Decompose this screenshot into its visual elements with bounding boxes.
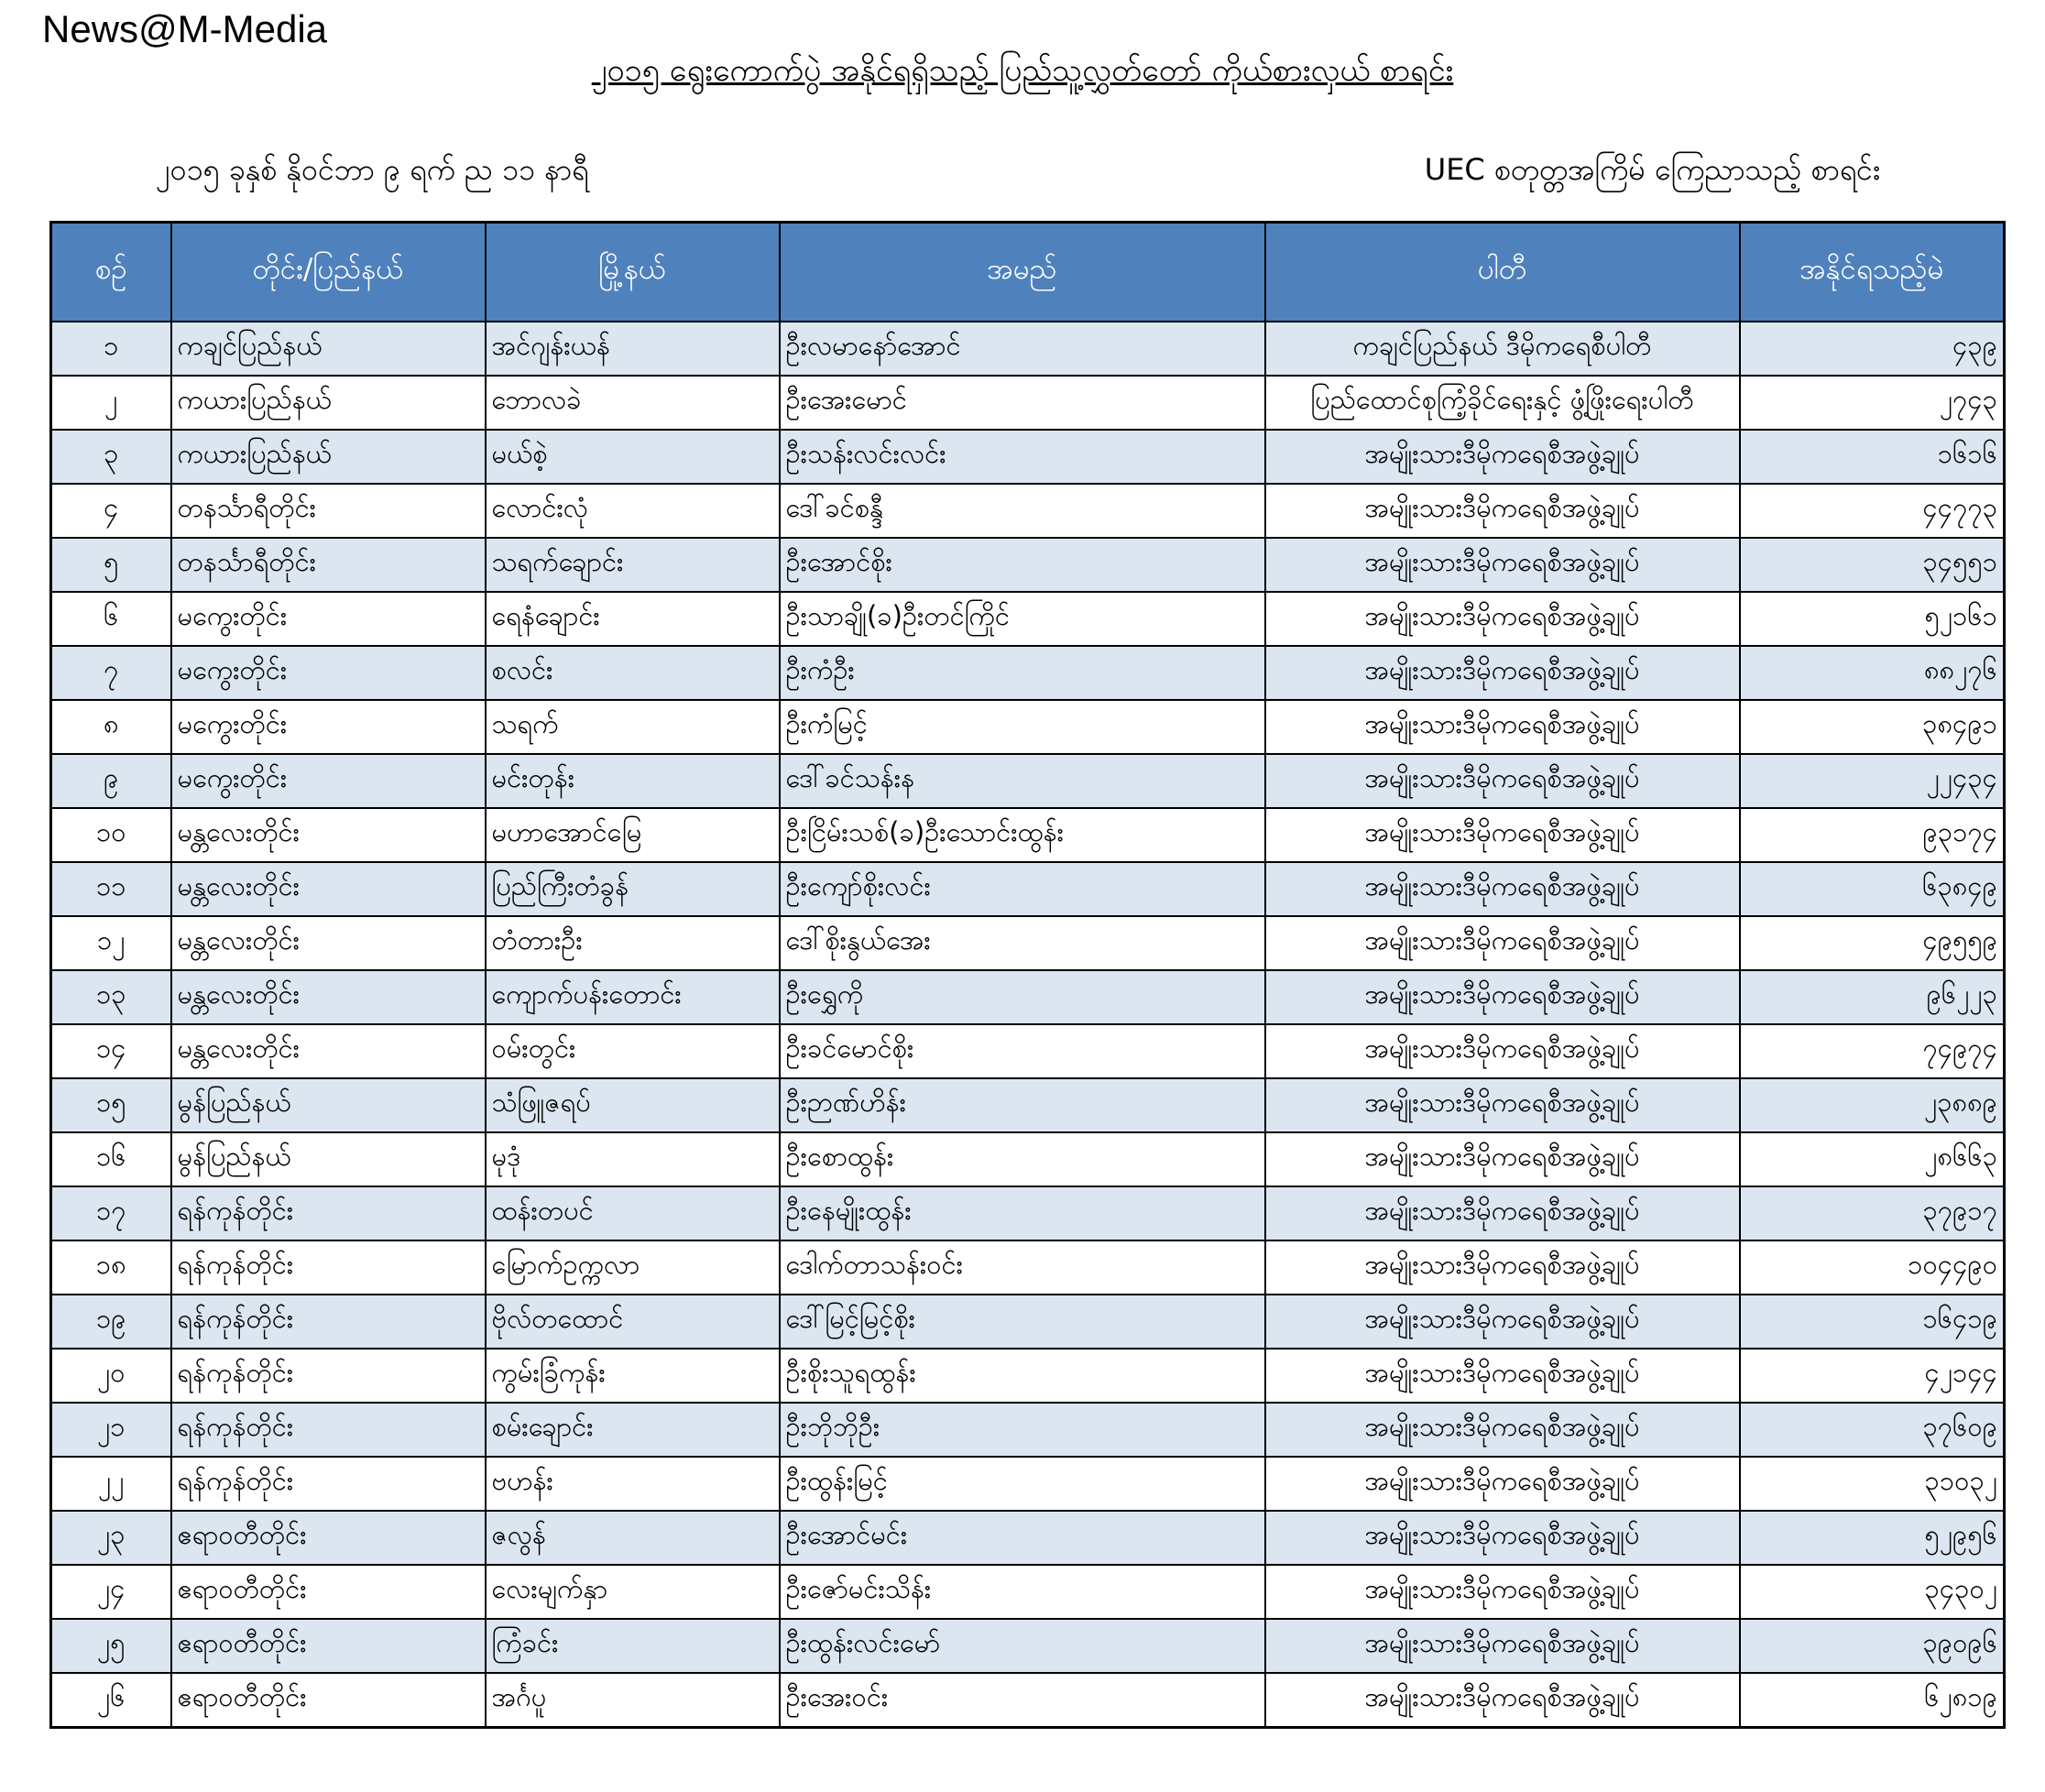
cell-serial: ၂၁ — [51, 1403, 171, 1457]
cell-name: ဦးရွှေကို — [780, 970, 1265, 1024]
cell-votes: ၄၃၉ — [1740, 322, 2005, 376]
cell-party: အမျိုးသားဒီမိုကရေစီအဖွဲ့ချုပ် — [1265, 1240, 1740, 1295]
header-votes: အနိုင်ရသည့်မဲ — [1740, 223, 2005, 322]
cell-region: မွန်ပြည်နယ် — [171, 1132, 486, 1186]
cell-region: မန္တလေးတိုင်း — [171, 970, 486, 1024]
table-header-row — [51, 223, 2005, 322]
cell-region: ရန်ကုန်တိုင်း — [171, 1457, 486, 1511]
cell-township: မယ်စဲ့ — [486, 430, 780, 484]
table-row — [51, 1403, 2005, 1457]
cell-serial: ၁၅ — [51, 1078, 171, 1132]
cell-township: စမ်းချောင်း — [486, 1403, 780, 1457]
cell-votes: ၄၉၅၅၉ — [1740, 916, 2005, 970]
cell-serial: ၈ — [51, 700, 171, 754]
cell-name: ဦးဇော်မင်းသိန်း — [780, 1565, 1265, 1619]
table-row — [51, 1186, 2005, 1240]
table-row — [51, 970, 2005, 1024]
cell-party: အမျိုးသားဒီမိုကရေစီအဖွဲ့ချုပ် — [1265, 1619, 1740, 1673]
table-row — [51, 538, 2005, 592]
cell-votes: ၃၈၄၉၁ — [1740, 700, 2005, 754]
cell-name: ဦးအေးဝင်း — [780, 1673, 1265, 1728]
table-row — [51, 1295, 2005, 1349]
cell-township: ကြံခင်း — [486, 1619, 780, 1673]
cell-region: ရန်ကုန်တိုင်း — [171, 1295, 486, 1349]
table-row — [51, 484, 2005, 538]
cell-serial: ၁ — [51, 322, 171, 376]
header-name: အမည် — [780, 223, 1265, 322]
cell-township: စလင်း — [486, 646, 780, 700]
cell-votes: ၃၁၀၃၂ — [1740, 1457, 2005, 1511]
cell-serial: ၂၂ — [51, 1457, 171, 1511]
cell-region: မကွေးတိုင်း — [171, 754, 486, 808]
cell-region: ဧရာဝတီတိုင်း — [171, 1565, 486, 1619]
cell-township: ဗိုလ်တထောင် — [486, 1295, 780, 1349]
cell-township: ရေနံချောင်း — [486, 592, 780, 646]
cell-votes: ၂၈၆၆၃ — [1740, 1132, 2005, 1186]
cell-township: မြောက်ဥက္ကလာ — [486, 1240, 780, 1295]
cell-region: ဧရာဝတီတိုင်း — [171, 1673, 486, 1728]
cell-region: မကွေးတိုင်း — [171, 646, 486, 700]
cell-party: အမျိုးသားဒီမိုကရေစီအဖွဲ့ချုပ် — [1265, 646, 1740, 700]
cell-serial: ၁၄ — [51, 1024, 171, 1078]
cell-township: ကျောက်ပန်းတောင်း — [486, 970, 780, 1024]
cell-township: ထန်းတပင် — [486, 1186, 780, 1240]
cell-township: လေးမျက်နှာ — [486, 1565, 780, 1619]
cell-party: အမျိုးသားဒီမိုကရေစီအဖွဲ့ချုပ် — [1265, 538, 1740, 592]
cell-party: အမျိုးသားဒီမိုကရေစီအဖွဲ့ချုပ် — [1265, 1511, 1740, 1565]
cell-name: ဦးဘိုဘိုဦး — [780, 1403, 1265, 1457]
cell-serial: ၄ — [51, 484, 171, 538]
cell-region: ဧရာဝတီတိုင်း — [171, 1619, 486, 1673]
cell-votes: ၃၇၆၀၉ — [1740, 1403, 2005, 1457]
cell-township: ဝမ်းတွင်း — [486, 1024, 780, 1078]
table-row — [51, 1511, 2005, 1565]
cell-party: အမျိုးသားဒီမိုကရေစီအဖွဲ့ချုပ် — [1265, 700, 1740, 754]
cell-township: တံတားဦး — [486, 916, 780, 970]
cell-region: မန္တလေးတိုင်း — [171, 916, 486, 970]
table-row — [51, 1619, 2005, 1673]
table-row — [51, 700, 2005, 754]
cell-township: မဟာအောင်မြေ — [486, 808, 780, 862]
cell-name: ဦးခင်မောင်စိုး — [780, 1024, 1265, 1078]
cell-name: ဦးထွန်းမြင့် — [780, 1457, 1265, 1511]
table-row — [51, 646, 2005, 700]
cell-township: လောင်းလုံ — [486, 484, 780, 538]
cell-region: ကယားပြည်နယ် — [171, 376, 486, 430]
cell-township: ပြည်ကြီးတံခွန် — [486, 862, 780, 916]
table-row — [51, 592, 2005, 646]
cell-township: ဇလွန် — [486, 1511, 780, 1565]
table-row — [51, 430, 2005, 484]
cell-township: ဗဟန်း — [486, 1457, 780, 1511]
cell-region: တနင်္သာရီတိုင်း — [171, 484, 486, 538]
cell-votes: ၃၄၃၀၂ — [1740, 1565, 2005, 1619]
cell-region: ကချင်ပြည်နယ် — [171, 322, 486, 376]
cell-name: ဦးသန်းလင်းလင်း — [780, 430, 1265, 484]
cell-votes: ၆၃၈၄၉ — [1740, 862, 2005, 916]
cell-name: ဦးသာချို(ခ)ဦးတင်ကြိုင် — [780, 592, 1265, 646]
header-township: မြို့နယ် — [486, 223, 780, 322]
cell-party: အမျိုးသားဒီမိုကရေစီအဖွဲ့ချုပ် — [1265, 1132, 1740, 1186]
cell-name: ဒေါ်မြင့်မြင့်စိုး — [780, 1295, 1265, 1349]
cell-party: အမျိုးသားဒီမိုကရေစီအဖွဲ့ချုပ် — [1265, 1078, 1740, 1132]
cell-name: ဦးအောင်စိုး — [780, 538, 1265, 592]
cell-party: အမျိုးသားဒီမိုကရေစီအဖွဲ့ချုပ် — [1265, 754, 1740, 808]
table-row — [51, 1565, 2005, 1619]
cell-party: အမျိုးသားဒီမိုကရေစီအဖွဲ့ချုပ် — [1265, 862, 1740, 916]
table-row — [51, 1349, 2005, 1403]
page-title: ၂၀၁၅ ရွေးကောက်ပွဲ အနိုင်ရရှိသည့် ပြည်သူ့လွှတ်တော် ကိုယ်စားလှယ် စာရင်း — [591, 52, 1454, 89]
table-row — [51, 1240, 2005, 1295]
cell-party: အမျိုးသားဒီမိုကရေစီအဖွဲ့ချုပ် — [1265, 1024, 1740, 1078]
cell-region: မန္တလေးတိုင်း — [171, 862, 486, 916]
table-row — [51, 862, 2005, 916]
cell-votes: ၃၇၉၁၇ — [1740, 1186, 2005, 1240]
table-body — [51, 322, 2005, 1728]
cell-region: ရန်ကုန်တိုင်း — [171, 1240, 486, 1295]
cell-name: ဦးနေမျိုးထွန်း — [780, 1186, 1265, 1240]
cell-votes: ၃၉၀၉၆ — [1740, 1619, 2005, 1673]
cell-votes: ၄၄၇၇၃ — [1740, 484, 2005, 538]
cell-serial: ၅ — [51, 538, 171, 592]
table-row — [51, 1132, 2005, 1186]
cell-township: မင်းတုန်း — [486, 754, 780, 808]
cell-name: ဦးငြိမ်းသစ်(ခ)ဦးသောင်းထွန်း — [780, 808, 1265, 862]
cell-votes: ၆၂၈၁၉ — [1740, 1673, 2005, 1728]
cell-serial: ၂၄ — [51, 1565, 171, 1619]
cell-name: ဒေါ်စိုးနွယ်အေး — [780, 916, 1265, 970]
cell-serial: ၂၆ — [51, 1673, 171, 1728]
cell-name: ဦးလမာနော်အောင် — [780, 322, 1265, 376]
cell-name: ဦးစိုးသူရထွန်း — [780, 1349, 1265, 1403]
cell-party: အမျိုးသားဒီမိုကရေစီအဖွဲ့ချုပ် — [1265, 1673, 1740, 1728]
cell-votes: ၈၈၂၇၆ — [1740, 646, 2005, 700]
cell-party: အမျိုးသားဒီမိုကရေစီအဖွဲ့ချုပ် — [1265, 808, 1740, 862]
cell-township: ဘောလခဲ — [486, 376, 780, 430]
cell-votes: ၁၀၄၄၉၀ — [1740, 1240, 2005, 1295]
cell-votes: ၅၂၉၅၆ — [1740, 1511, 2005, 1565]
table-row — [51, 1673, 2005, 1728]
table-row — [51, 1024, 2005, 1078]
cell-votes: ၁၆၄၁၉ — [1740, 1295, 2005, 1349]
cell-serial: ၁၀ — [51, 808, 171, 862]
cell-name: ဦးကံဦး — [780, 646, 1265, 700]
cell-region: တနင်္သာရီတိုင်း — [171, 538, 486, 592]
table-row — [51, 1457, 2005, 1511]
table-row — [51, 916, 2005, 970]
cell-name: ဦးဉာဏ်ဟိန်း — [780, 1078, 1265, 1132]
cell-township: သံဖြူဇရပ် — [486, 1078, 780, 1132]
table-row — [51, 322, 2005, 376]
cell-region: ရန်ကုန်တိုင်း — [171, 1186, 486, 1240]
table-row — [51, 808, 2005, 862]
cell-name: ဦးအေးမောင် — [780, 376, 1265, 430]
cell-name: ဦးစောထွန်း — [780, 1132, 1265, 1186]
table-row — [51, 376, 2005, 430]
cell-party: အမျိုးသားဒီမိုကရေစီအဖွဲ့ချုပ် — [1265, 1403, 1740, 1457]
cell-party: အမျိုးသားဒီမိုကရေစီအဖွဲ့ချုပ် — [1265, 1295, 1740, 1349]
cell-party: အမျိုးသားဒီမိုကရေစီအဖွဲ့ချုပ် — [1265, 1457, 1740, 1511]
cell-votes: ၂၇၄၃ — [1740, 376, 2005, 430]
cell-name: ဒေါ်ခင်စန္ဒီ — [780, 484, 1265, 538]
cell-region: ကယားပြည်နယ် — [171, 430, 486, 484]
cell-serial: ၁၆ — [51, 1132, 171, 1186]
table-row — [51, 754, 2005, 808]
cell-serial: ၉ — [51, 754, 171, 808]
cell-party: ပြည်ထောင်စုကြံ့ခိုင်ရေးနှင့် ဖွံ့ဖြိုးရေးပါတီ — [1265, 376, 1740, 430]
cell-name: ဒေါက်တာသန်းဝင်း — [780, 1240, 1265, 1295]
cell-party: အမျိုးသားဒီမိုကရေစီအဖွဲ့ချုပ် — [1265, 1186, 1740, 1240]
header-region: တိုင်း/ပြည်နယ် — [171, 223, 486, 322]
cell-serial: ၂၃ — [51, 1511, 171, 1565]
cell-region: ရန်ကုန်တိုင်း — [171, 1349, 486, 1403]
brand-label: News@M-Media — [42, 7, 328, 50]
cell-votes: ၉၆၂၂၃ — [1740, 970, 2005, 1024]
cell-name: ဦးထွန်းလင်းမော် — [780, 1619, 1265, 1673]
cell-serial: ၁၂ — [51, 916, 171, 970]
cell-region: ဧရာဝတီတိုင်း — [171, 1511, 486, 1565]
cell-party: အမျိုးသားဒီမိုကရေစီအဖွဲ့ချုပ် — [1265, 1565, 1740, 1619]
cell-township: ကွမ်းခြံကုန်း — [486, 1349, 780, 1403]
report-date: ၂၀၁၅ ခုနှစ် နိုဝင်ဘာ ၉ ရက် ည ၁၁ နာရီ — [156, 152, 589, 187]
cell-serial: ၂၀ — [51, 1349, 171, 1403]
header-serial: စဉ် — [51, 223, 171, 322]
cell-region: မွန်ပြည်နယ် — [171, 1078, 486, 1132]
cell-region: မန္တလေးတိုင်း — [171, 808, 486, 862]
cell-region: မန္တလေးတိုင်း — [171, 1024, 486, 1078]
cell-party: အမျိုးသားဒီမိုကရေစီအဖွဲ့ချုပ် — [1265, 592, 1740, 646]
cell-votes: ၇၄၉၇၄ — [1740, 1024, 2005, 1078]
cell-votes: ၂၂၄၃၄ — [1740, 754, 2005, 808]
cell-votes: ၅၂၁၆၁ — [1740, 592, 2005, 646]
cell-township: အင်ဂျန်းယန် — [486, 322, 780, 376]
cell-serial: ၂ — [51, 376, 171, 430]
cell-name: ဦးအောင်မင်း — [780, 1511, 1265, 1565]
cell-party: အမျိုးသားဒီမိုကရေစီအဖွဲ့ချုပ် — [1265, 970, 1740, 1024]
cell-township: အင်္ဂပူ — [486, 1673, 780, 1728]
cell-township: သရက် — [486, 700, 780, 754]
cell-serial: ၁၁ — [51, 862, 171, 916]
cell-votes: ၄၂၁၄၄ — [1740, 1349, 2005, 1403]
cell-party: အမျိုးသားဒီမိုကရေစီအဖွဲ့ချုပ် — [1265, 916, 1740, 970]
cell-party: ကချင်ပြည်နယ် ဒီမိုကရေစီပါတီ — [1265, 322, 1740, 376]
cell-votes: ၂၃၈၈၉ — [1740, 1078, 2005, 1132]
cell-votes: ၁၆၁၆ — [1740, 430, 2005, 484]
cell-name: ဦးကံမြင့် — [780, 700, 1265, 754]
cell-serial: ၇ — [51, 646, 171, 700]
table-row — [51, 1078, 2005, 1132]
cell-votes: ၉၃၁၇၄ — [1740, 808, 2005, 862]
cell-township: သရက်ချောင်း — [486, 538, 780, 592]
cell-serial: ၃ — [51, 430, 171, 484]
cell-serial: ၁၈ — [51, 1240, 171, 1295]
cell-serial: ၆ — [51, 592, 171, 646]
cell-party: အမျိုးသားဒီမိုကရေစီအဖွဲ့ချုပ် — [1265, 1349, 1740, 1403]
cell-township: မုဒုံ — [486, 1132, 780, 1186]
results-table — [49, 221, 2006, 1729]
cell-serial: ၂၅ — [51, 1619, 171, 1673]
cell-name: ဒေါ်ခင်သန်းန — [780, 754, 1265, 808]
cell-name: ဦးကျော်စိုးလင်း — [780, 862, 1265, 916]
cell-region: မကွေးတိုင်း — [171, 700, 486, 754]
header-party: ပါတီ — [1265, 223, 1740, 322]
cell-region: မကွေးတိုင်း — [171, 592, 486, 646]
report-source: UEC စတုတ္တအကြိမ် ကြေညာသည့် စာရင်း — [1424, 152, 1880, 187]
cell-region: ရန်ကုန်တိုင်း — [171, 1403, 486, 1457]
cell-serial: ၁၇ — [51, 1186, 171, 1240]
cell-party: အမျိုးသားဒီမိုကရေစီအဖွဲ့ချုပ် — [1265, 484, 1740, 538]
cell-serial: ၁၉ — [51, 1295, 171, 1349]
cell-serial: ၁၃ — [51, 970, 171, 1024]
cell-votes: ၃၄၅၅၁ — [1740, 538, 2005, 592]
cell-party: အမျိုးသားဒီမိုကရေစီအဖွဲ့ချုပ် — [1265, 430, 1740, 484]
